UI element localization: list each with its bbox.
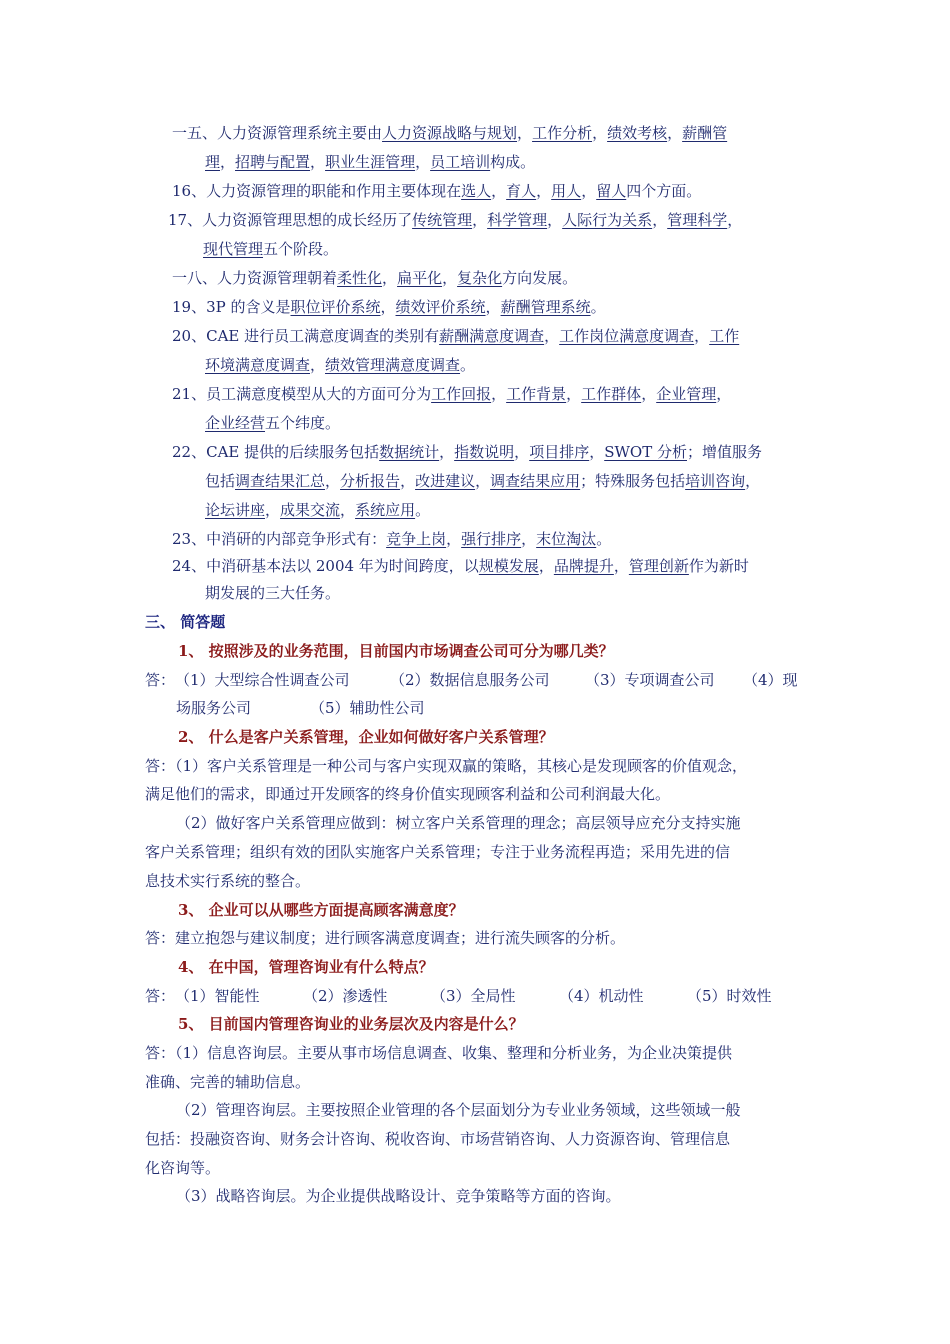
answer-4 (145, 986, 772, 1006)
item-number: 23、 (172, 530, 207, 548)
item-number: 24、 (172, 557, 207, 575)
answer-5-line: 答：（1）信息咨询层。主要从事市场信息调查、收集、整理和分析业务，为企业决策提供 (145, 1044, 733, 1062)
answer-item: （3）全局性 (431, 987, 516, 1005)
fill-item-17-cont (203, 239, 338, 259)
answer-item: （5）时效性 (687, 987, 772, 1005)
answer-blank: 工作分析 (532, 124, 593, 142)
question-text: 。 (590, 298, 606, 316)
question-text: 方向发展。 (502, 269, 578, 287)
answer-blank: 工作背景 (506, 385, 567, 403)
answer-blank: 成果交流 (280, 501, 341, 519)
answer-blank: 分析报告 (340, 472, 401, 490)
answer-blank: 绩效管理满意度调查 (325, 356, 461, 374)
answer-2-line: 满足他们的需求，即通过开发顾客的终身价值实现顾客利益和公司利润最大化。 (145, 785, 671, 803)
answer-blank: 改进建议 (415, 472, 476, 490)
answer-2-line: 答：（1）客户关系管理是一种公司与客户实现双赢的策略，其核心是发现顾客的价值观念， (145, 757, 748, 775)
answer-5-line: （2）管理咨询层。主要按照企业管理的各个层面划分为专业业务领域，这些领域一般 (176, 1101, 741, 1119)
answer-prefix: 答： (145, 987, 176, 1005)
answer-blank: 招聘与配置 (235, 153, 311, 171)
answer-blank: 薪酬管理系统 (500, 298, 591, 316)
answer-blank: 企业管理 (656, 385, 717, 403)
item-number: 一八、 (172, 269, 218, 287)
question-text: ；增值服务 (686, 443, 762, 461)
answer-blank: 论坛讲座 (205, 501, 266, 519)
answer-blank: 柔性化 (337, 269, 383, 287)
answer-blank: 选人 (461, 182, 492, 200)
item-number: 20、 (172, 327, 207, 345)
answer-item: （3）专项调查公司 (585, 671, 715, 689)
fill-item-24-cont (205, 583, 340, 603)
answer-blank: 指数说明 (454, 443, 515, 461)
item-number: 19、 (172, 298, 207, 316)
answer-prefix: 答： (145, 671, 176, 689)
answer-blank: 绩效评价系统 (395, 298, 486, 316)
answer-blank: 薪酬管 (682, 124, 728, 142)
question-text: 人力资源管理朝着 (217, 269, 338, 287)
answer-item: 场服务公司 (176, 699, 252, 717)
fill-item-22-cont1: 包括调查结果汇总，分析报告，改进建议，调查结果应用；特殊服务包括培训咨询， (205, 472, 761, 490)
answer-blank: 理 (205, 153, 221, 171)
answer-blank: 绩效考核 (607, 124, 668, 142)
answer-blank: 培训咨询 (685, 472, 746, 490)
question-text: 五个阶段。 (263, 240, 339, 258)
fill-item-24: 24、中消研基本法以 2004 年为时间跨度，以规模发展，品牌提升，管理创新作为新时 (172, 557, 749, 575)
answer-blank: 管理科学 (667, 211, 728, 229)
answer-blank: 系统应用 (355, 501, 416, 519)
answer-blank: 工作岗位满意度调查 (559, 327, 695, 345)
answer-blank: 调查结果应用 (490, 472, 581, 490)
answer-blank: 规模发展 (478, 557, 539, 575)
answer-blank: 项目排序 (529, 443, 590, 461)
answer-blank: 职位评价系统 (290, 298, 381, 316)
answer-5-line: （3）战略咨询层。为企业提供战略设计、竞争策略等方面的咨询。 (176, 1187, 621, 1205)
answer-blank: 职业生涯管理 (325, 153, 416, 171)
answer-blank: 薪酬满意度调查 (439, 327, 545, 345)
answer-1 (145, 670, 798, 690)
item-number: 22、 (172, 443, 207, 461)
fill-item-23: 23、中消研的内部竞争形式有：竞争上岗，强行排序，末位淘汰。 (172, 530, 612, 548)
short-answer-question-5: 5、 目前国内管理咨询业的业务层次及内容是什么？ (178, 1015, 524, 1033)
answer-blank: 育人 (506, 182, 537, 200)
fill-item-20-cont: 环境满意度调查，绩效管理满意度调查。 (205, 356, 476, 374)
answer-blank: 员工培训 (430, 153, 491, 171)
question-text: 作为新时 (688, 557, 749, 575)
answer-3: 答：建立抱怨与建议制度；进行顾客满意度调查；进行流失顾客的分析。 (145, 929, 626, 947)
answer-blank: 管理创新 (628, 557, 689, 575)
question-text: CAE 提供的后续服务包括 (206, 443, 380, 461)
section-title: 三、 简答题 (145, 613, 226, 631)
fill-item-22-cont2: 论坛讲座，成果交流，系统应用。 (205, 501, 431, 519)
answer-blank: 工作群体 (581, 385, 642, 403)
question-text: 期发展的三大任务。 (205, 584, 341, 602)
answer-blank: 强行排序 (461, 530, 522, 548)
fill-item-16: 16、人力资源管理的职能和作用主要体现在选人，育人，用人，留人四个方面。 (172, 182, 702, 200)
answer-blank: 留人 (596, 182, 627, 200)
item-number: 21、 (172, 385, 207, 403)
short-answer-question-4: 4、 在中国，管理咨询业有什么特点？ (178, 958, 434, 976)
answer-blank: 工作 (709, 327, 740, 345)
question-text: 。 (460, 356, 476, 374)
answer-blank: 企业经营 (205, 414, 266, 432)
question-text: 人力资源管理思想的成长经历了 (202, 211, 413, 229)
answer-blank: 环境满意度调查 (205, 356, 311, 374)
answer-blank: 人际行为关系 (562, 211, 653, 229)
answer-blank: 现代管理 (203, 240, 264, 258)
answer-5-line: 化咨询等。 (145, 1159, 221, 1177)
short-answer-question-2: 2、 什么是客户关系管理，企业如何做好客户关系管理？ (178, 728, 554, 746)
question-text: 中消研的内部竞争形式有： (206, 530, 387, 548)
fill-item-15-cont: 理，招聘与配置，职业生涯管理，员工培训构成。 (205, 153, 536, 171)
fill-item-21-cont (205, 413, 340, 433)
question-text: 3P 的含义是 (206, 298, 291, 316)
question-text: 构成。 (490, 153, 536, 171)
question-text: ；特殊服务包括 (580, 472, 686, 490)
fill-item-17: 17、人力资源管理思想的成长经历了传统管理，科学管理，人际行为关系，管理科学， (168, 211, 743, 229)
question-text: CAE 进行员工满意度调查的类别有 (206, 327, 440, 345)
fill-item-15: 一五、人力资源管理系统主要由人力资源战略与规划，工作分析，绩效考核，薪酬管 (172, 124, 728, 142)
answer-blank: 品牌提升 (553, 557, 614, 575)
answer-blank: 复杂化 (457, 269, 503, 287)
answer-blank: 传统管理 (412, 211, 473, 229)
answer-item: （2）渗透性 (303, 987, 388, 1005)
short-answer-question-1: 1、 按照涉及的业务范围，目前国内市场调查公司可分为哪几类？ (178, 642, 614, 660)
answer-blank: 用人 (551, 182, 582, 200)
item-number: 一五、 (172, 124, 218, 142)
answer-blank: 人力资源战略与规划 (382, 124, 518, 142)
answer-blank: 数据统计 (379, 443, 440, 461)
answer-blank: SWOT 分析 (604, 443, 687, 461)
answer-item: （1）大型综合性调查公司 (175, 671, 350, 689)
answer-item: （2）数据信息服务公司 (390, 671, 550, 689)
question-text: 四个方面。 (626, 182, 702, 200)
answer-blank: 扁平化 (397, 269, 443, 287)
answer-item: （4）现 (743, 671, 798, 689)
question-text: 包括 (205, 472, 236, 490)
item-number: 16、 (172, 182, 207, 200)
answer-blank: 调查结果汇总 (235, 472, 326, 490)
short-answer-question-3: 3、 企业可以从哪些方面提高顾客满意度？ (178, 901, 464, 919)
fill-item-21: 21、员工满意度模型从大的方面可分为工作回报，工作背景，工作群体，企业管理， (172, 385, 732, 403)
answer-blank: 工作回报 (431, 385, 492, 403)
answer-blank: 末位淘汰 (536, 530, 597, 548)
question-text: 。 (596, 530, 612, 548)
answer-item: （4）机动性 (559, 987, 644, 1005)
fill-item-18: 一八、人力资源管理朝着柔性化，扁平化，复杂化方向发展。 (172, 269, 578, 287)
question-text: 。 (415, 501, 431, 519)
answer-2-line: 客户关系管理；组织有效的团队实施客户关系管理；专注于业务流程再造；采用先进的信 (145, 843, 731, 861)
fill-item-19: 19、3P 的含义是职位评价系统，绩效评价系统，薪酬管理系统。 (172, 298, 606, 316)
answer-2-line: 息技术实行系统的整合。 (145, 872, 311, 890)
question-text: 中消研基本法以 2004 年为时间跨度，以 (206, 557, 479, 575)
answer-1-cont (176, 698, 425, 718)
answer-blank: 科学管理 (487, 211, 548, 229)
item-number: 17、 (168, 211, 203, 229)
answer-item: （5）辅助性公司 (310, 699, 425, 717)
question-text: 员工满意度模型从大的方面可分为 (206, 385, 432, 403)
question-text: 五个纬度。 (265, 414, 341, 432)
answer-2-line: （2）做好客户关系管理应做到：树立客户关系管理的理念；高层领导应充分支持实施 (176, 814, 741, 832)
question-text: 人力资源管理系统主要由 (217, 124, 383, 142)
question-text: 人力资源管理的职能和作用主要体现在 (206, 182, 462, 200)
fill-item-20: 20、CAE 进行员工满意度调查的类别有薪酬满意度调查，工作岗位满意度调查，工作 (172, 327, 740, 345)
answer-blank: 竞争上岗 (386, 530, 447, 548)
answer-5-line: 准确、完善的辅助信息。 (145, 1073, 311, 1091)
answer-item: （1）智能性 (175, 987, 260, 1005)
answer-5-line: 包括：投融资咨询、财务会计咨询、税收咨询、市场营销咨询、人力资源咨询、管理信息 (145, 1130, 731, 1148)
fill-item-22: 22、CAE 提供的后续服务包括数据统计，指数说明，项目排序，SWOT 分析；增值服务 (172, 443, 762, 461)
